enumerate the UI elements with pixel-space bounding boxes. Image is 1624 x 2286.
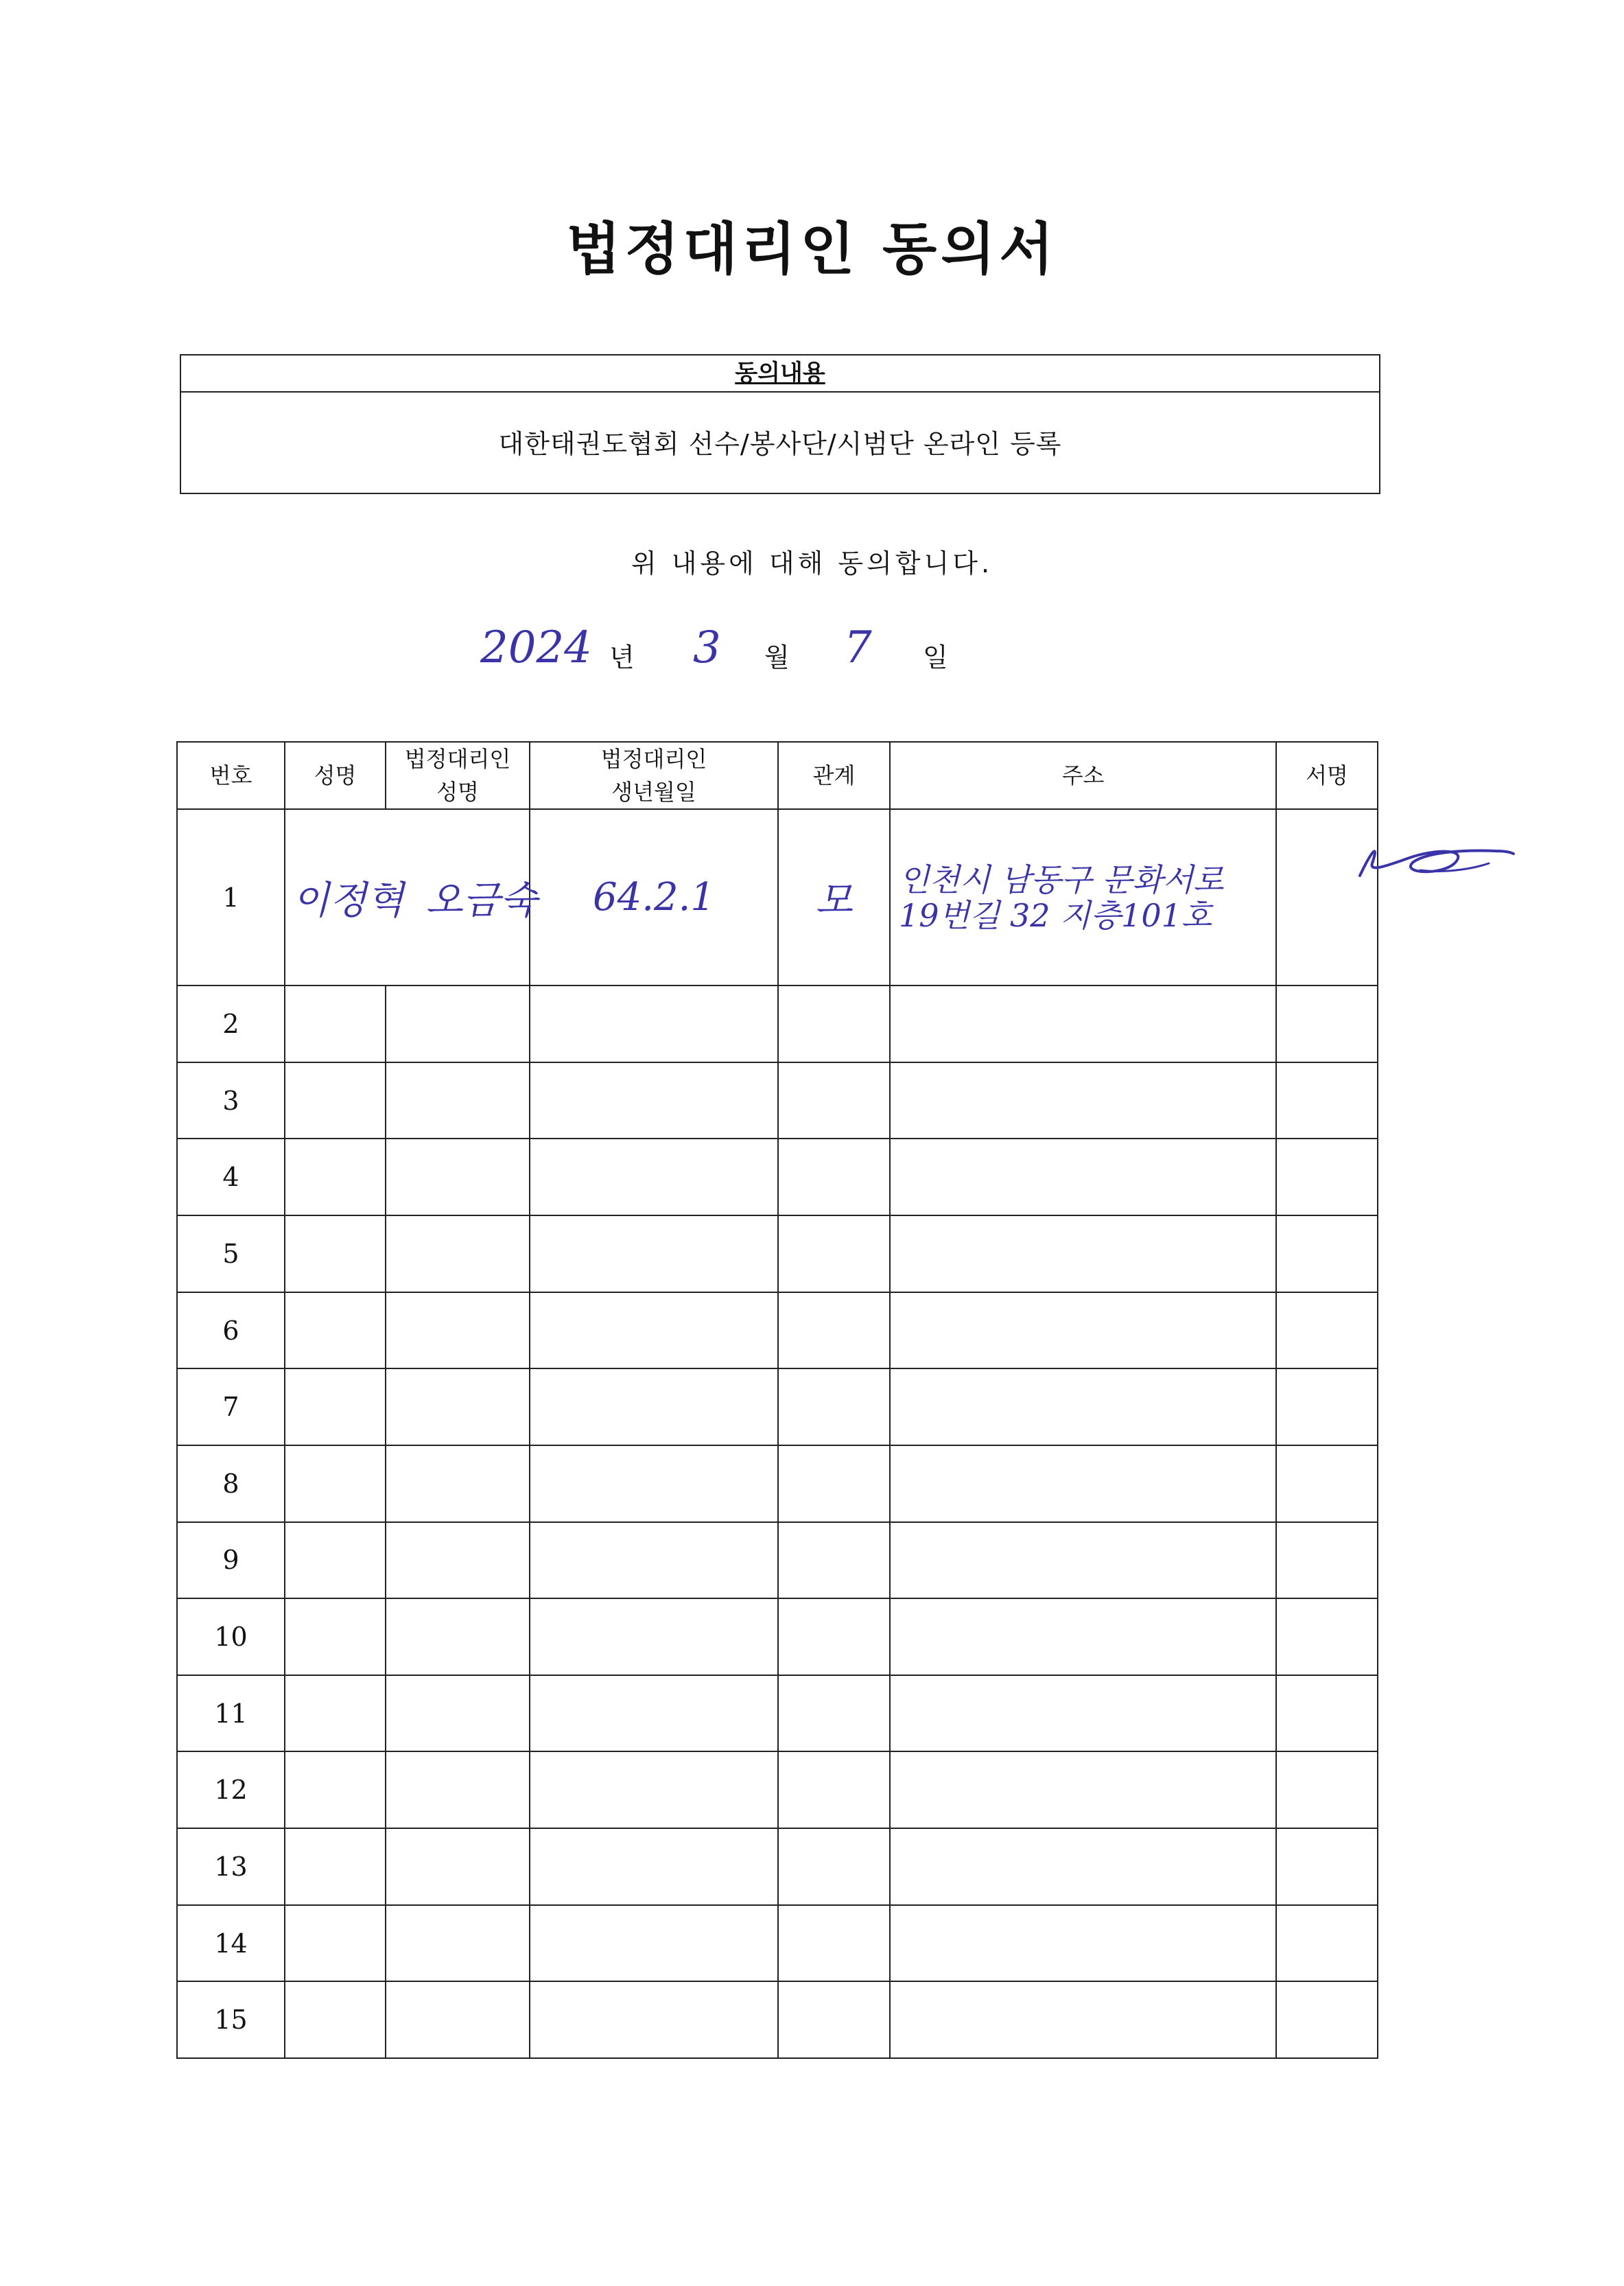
table-row: [177, 1828, 1378, 1905]
header-guardian-name-line2: 성명: [436, 779, 479, 805]
consent-heading: 동의내용: [181, 355, 1379, 393]
table-row: [177, 1522, 1378, 1599]
table-cell: [386, 1215, 530, 1292]
row-name: 이정혁: [292, 878, 404, 923]
table-header-row: [177, 742, 1378, 809]
table-cell: [530, 1368, 778, 1445]
table-cell: [778, 1598, 890, 1675]
table-row: [177, 1215, 1378, 1292]
date-day-label: 일: [923, 642, 948, 673]
row-relation: 모: [815, 878, 853, 923]
header-address: 주소: [890, 742, 1276, 809]
table-cell: [1276, 1292, 1378, 1369]
table-cell: [778, 1522, 890, 1599]
table-cell: [890, 1675, 1276, 1752]
table-cell: [890, 1751, 1276, 1828]
table-cell: [890, 1828, 1276, 1905]
table-cell: [778, 1981, 890, 2058]
table-cell: [1276, 1828, 1378, 1905]
row-guardian-name: 오금숙: [425, 878, 537, 923]
date-year-value: 2024: [480, 622, 592, 673]
row-no: 9: [177, 1522, 285, 1599]
header-signature: 서명: [1276, 742, 1378, 809]
row-no: 2: [177, 985, 285, 1062]
row-no: 6: [177, 1292, 285, 1369]
table-cell: [890, 1215, 1276, 1292]
consent-content: 대한태권도협회 선수/봉사단/시범단 온라인 등록: [498, 429, 1062, 459]
table-cell: [285, 1598, 386, 1675]
table-cell: [285, 985, 386, 1062]
consent-box: [180, 354, 1380, 494]
table-row: [177, 809, 1378, 985]
table-cell: [386, 1905, 530, 1982]
table-cell: [778, 1905, 890, 1982]
table-cell: [285, 1215, 386, 1292]
agreement-text: 위 내용에 대해 동의합니다.: [631, 548, 993, 579]
date-month-value: 3: [693, 622, 721, 673]
row-no: 11: [177, 1675, 285, 1752]
table-cell: [778, 985, 890, 1062]
table-cell: [530, 1522, 778, 1599]
table-cell: [386, 985, 530, 1062]
header-guardian-birth-line2: 생년월일: [611, 779, 696, 805]
table-cell: [386, 1522, 530, 1599]
row-no: 10: [177, 1598, 285, 1675]
row-relation-cell: [778, 809, 890, 985]
row-name-cell: [285, 809, 537, 985]
table-cell: [386, 1292, 530, 1369]
table-cell: [890, 1522, 1276, 1599]
table-cell: [890, 1292, 1276, 1369]
table-cell: [1276, 1368, 1378, 1445]
table-cell: [1276, 1062, 1378, 1139]
table-cell: [1276, 1751, 1378, 1828]
table-cell: [285, 1368, 386, 1445]
table-cell: [890, 1139, 1276, 1215]
table-cell: [778, 1445, 890, 1522]
row-no: 8: [177, 1445, 285, 1522]
table-cell: [1276, 1675, 1378, 1752]
table-cell: [530, 1062, 778, 1139]
guardian-table: [176, 741, 1378, 2059]
header-guardian-birth: [530, 742, 778, 809]
date-month-label: 월: [764, 642, 790, 673]
table-cell: [778, 1828, 890, 1905]
table-cell: [386, 1598, 530, 1675]
table-cell: [890, 1905, 1276, 1982]
table-cell: [285, 1522, 386, 1599]
header-no: 번호: [177, 742, 285, 809]
table-row: [177, 1981, 1378, 2058]
date-day-value: 7: [844, 622, 872, 673]
table-cell: [285, 1981, 386, 2058]
table-cell: [530, 1292, 778, 1369]
table-cell: [890, 985, 1276, 1062]
row-no: 7: [177, 1368, 285, 1445]
date-year-label: 년: [609, 642, 635, 673]
document-title: 법정대리인 동의서: [566, 217, 1058, 282]
date-row: [0, 621, 1624, 683]
row-no: 12: [177, 1751, 285, 1828]
table-row: [177, 1062, 1378, 1139]
header-guardian-name: [386, 742, 530, 809]
table-cell: [530, 1445, 778, 1522]
table-cell: [386, 1751, 530, 1828]
row-no: 3: [177, 1062, 285, 1139]
table-cell: [285, 1905, 386, 1982]
table-cell: [890, 1598, 1276, 1675]
table-cell: [285, 1828, 386, 1905]
row-guardian-birth-cell: [530, 809, 778, 985]
header-name: 성명: [285, 742, 386, 809]
table-cell: [890, 1062, 1276, 1139]
table-cell: [285, 1751, 386, 1828]
table-cell: [530, 1139, 778, 1215]
header-guardian-name-line1: 법정대리인: [404, 746, 511, 772]
table-cell: [530, 1828, 778, 1905]
row-no: 4: [177, 1139, 285, 1215]
table-cell: [285, 1062, 386, 1139]
table-cell: [386, 1981, 530, 2058]
table-cell: [530, 1751, 778, 1828]
handwritten-signature: [1352, 836, 1516, 884]
row-guardian-birth: 64.2.1: [592, 875, 716, 920]
table-cell: [778, 1139, 890, 1215]
table-cell: [890, 1445, 1276, 1522]
table-row: [177, 1675, 1378, 1752]
table-cell: [285, 1139, 386, 1215]
table-cell: [285, 1445, 386, 1522]
table-cell: [386, 1675, 530, 1752]
table-cell: [1276, 1981, 1378, 2058]
table-cell: [890, 1981, 1276, 2058]
table-cell: [386, 1368, 530, 1445]
table-cell: [778, 1215, 890, 1292]
table-cell: [1276, 1522, 1378, 1599]
header-guardian-birth-line1: 법정대리인: [600, 746, 707, 772]
table-cell: [530, 1675, 778, 1752]
table-row: [177, 1139, 1378, 1215]
row-no: 14: [177, 1905, 285, 1982]
row-address-line1: 인천시 남동구 문화서로: [899, 861, 1224, 898]
table-cell: [778, 1675, 890, 1752]
table-row: [177, 1445, 1378, 1522]
table-cell: [530, 1905, 778, 1982]
table-row: [177, 1368, 1378, 1445]
table-cell: [778, 1751, 890, 1828]
table-cell: [386, 1445, 530, 1522]
table-row: [177, 985, 1378, 1062]
row-no: 1: [177, 809, 285, 985]
table-cell: [530, 1598, 778, 1675]
table-cell: [530, 1981, 778, 2058]
row-no: 13: [177, 1828, 285, 1905]
table-cell: [778, 1062, 890, 1139]
table-cell: [1276, 1215, 1378, 1292]
table-row: [177, 1751, 1378, 1828]
table-cell: [386, 1139, 530, 1215]
table-cell: [386, 1062, 530, 1139]
table-cell: [1276, 985, 1378, 1062]
table-cell: [285, 1292, 386, 1369]
table-cell: [890, 1368, 1276, 1445]
table-cell: [530, 1215, 778, 1292]
row-address-line2: 19번길 32 지층101호: [899, 896, 1212, 934]
table-cell: [778, 1292, 890, 1369]
header-relation: 관계: [778, 742, 890, 809]
table-cell: [1276, 1445, 1378, 1522]
table-cell: [1276, 1905, 1378, 1982]
table-cell: [386, 1828, 530, 1905]
row-no: 15: [177, 1981, 285, 2058]
table-cell: [530, 985, 778, 1062]
table-cell: [1276, 1139, 1378, 1215]
row-address-cell: [890, 809, 1276, 985]
table-cell: [1276, 1598, 1378, 1675]
table-cell: [778, 1368, 890, 1445]
table-cell: [285, 1675, 386, 1752]
table-row: [177, 1598, 1378, 1675]
table-row: [177, 1905, 1378, 1982]
row-no: 5: [177, 1215, 285, 1292]
table-row: [177, 1292, 1378, 1369]
